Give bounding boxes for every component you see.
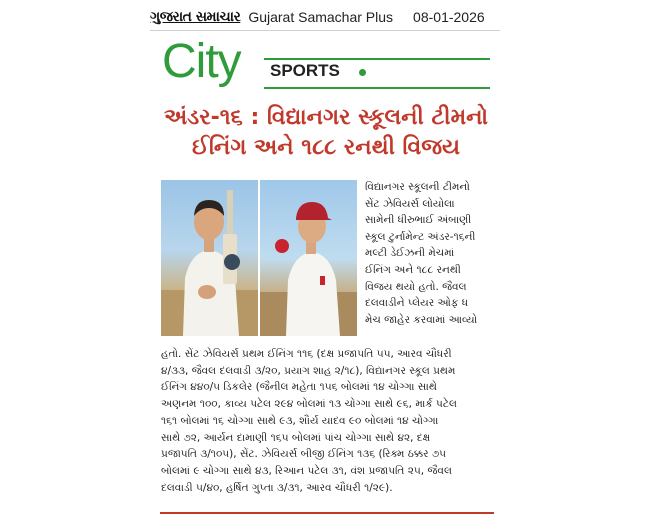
player-photo-batsman <box>161 180 258 336</box>
masthead <box>150 4 500 31</box>
article-line: દલવાડીને પ્લેયર ઓફ ધ <box>365 297 469 310</box>
section-header <box>160 35 490 90</box>
headline-line: અંડર-૧૬ : વિદ્યાનગર સ્કૂલની ટીમનો <box>163 105 489 130</box>
bottom-divider <box>160 512 494 514</box>
article-line: દલવાડી ૫/૪૦, હર્ષિત ગુપ્તા ૩/૩૧, આરવ ચૌધરી ૧/૨૯). <box>161 481 393 494</box>
article-line: સ્કૂલ ટુર્નામેન્ટ અંડર-૧૬ની <box>365 230 476 243</box>
article-line: મલ્ટી ડેઈઝની મેચમાં <box>365 247 455 260</box>
article-line: વિદ્યાનગર સ્કૂલની ટીમનો <box>365 181 470 193</box>
article-line: અણનમ ૧૦૦, કાવ્ય પટેલ ૨૯૪ બોલમાં ૧૩ ચોગ્ગા સાથે ૯૬, માર્ક પટેલ <box>161 398 457 411</box>
article-line: મેચ જાહેર કરવામાં આવ્યો <box>365 313 478 326</box>
article-photos <box>161 180 357 336</box>
section-sports-label: SPORTS <box>270 61 340 80</box>
headline-line: ઈનિંગ અને ૧૮૮ રનથી વિજય <box>191 135 461 160</box>
article-line: સામેની ધીરુભાઈ અંબાણી <box>365 214 472 227</box>
newspaper-logo: ગુજરાત સમાચાર <box>150 9 241 25</box>
article-line: પ્રજાપતિ ૩/૧૦૫), સેંટ. ઝેવિયર્સ બીજી ઈનિંગ ૧૩૬ (રિક્મ ઠક્કર ૭૫ <box>161 448 447 461</box>
paper-name: Gujarat Samachar Plus <box>248 9 394 25</box>
article-line: ૧૬૧ બોલમાં ૧૬ ચોગ્ગા સાથે ૯૩, શૌર્ય યાદવ ૯૦ બોલમાં ૧૪ ચોગ્ગા <box>161 414 439 427</box>
article-full-text <box>161 346 495 496</box>
player-photo-bowler <box>260 180 357 336</box>
section-city-title: City <box>162 35 241 88</box>
article-line: બોલમાં ૯ ચોગ્ગા સાથે ૪૩, રિઆન પટેલ ૩૧, વંશ પ્રજાપતિ ૨૫, જૈવલ <box>161 464 452 477</box>
article-line: વિજય થયો હતો. જૈવલ <box>365 280 467 293</box>
article-line: ઈનિંગ અને ૧૮૮ રનથી <box>365 263 461 276</box>
article-line: હતો. સેંટ ઝેવિયર્સ પ્રથમ ઈનિંગ ૧૧૬ (દક્ષ પ્રજાપતિ ૫૫, આરવ ચૌધરી <box>161 348 452 360</box>
section-dot-icon <box>359 69 366 76</box>
article-line: સેંટ ઝેવિયર્સ લોયોલા <box>365 197 455 210</box>
article-headline <box>160 103 492 163</box>
section-rule-top <box>264 58 490 60</box>
section-rule-bottom <box>264 87 490 89</box>
article-column-text <box>365 179 495 328</box>
article-line: સાથે ૭૨, આર્યન દામાણી ૧૬૫ બોલમાં પાંચ ચોગ્ગા સાથે ૪૨, દક્ષ <box>161 431 431 444</box>
article-line: ઈનિંગ ૪૪૦/૫ ડિકલેર (જૈનીલ મહેતા ૧૫૬ બોલમાં ૧૪ ચોગ્ગા સાથે <box>161 381 437 394</box>
publication-date: 08-01-2026 <box>413 9 485 25</box>
article-line: ૪/૩૩, જૈવલ દલવાડી ૩/૨૦, પ્રયાગ શાહ ૨/૧૮), વિદ્યાનગર સ્કૂલ પ્રથમ <box>161 364 456 377</box>
